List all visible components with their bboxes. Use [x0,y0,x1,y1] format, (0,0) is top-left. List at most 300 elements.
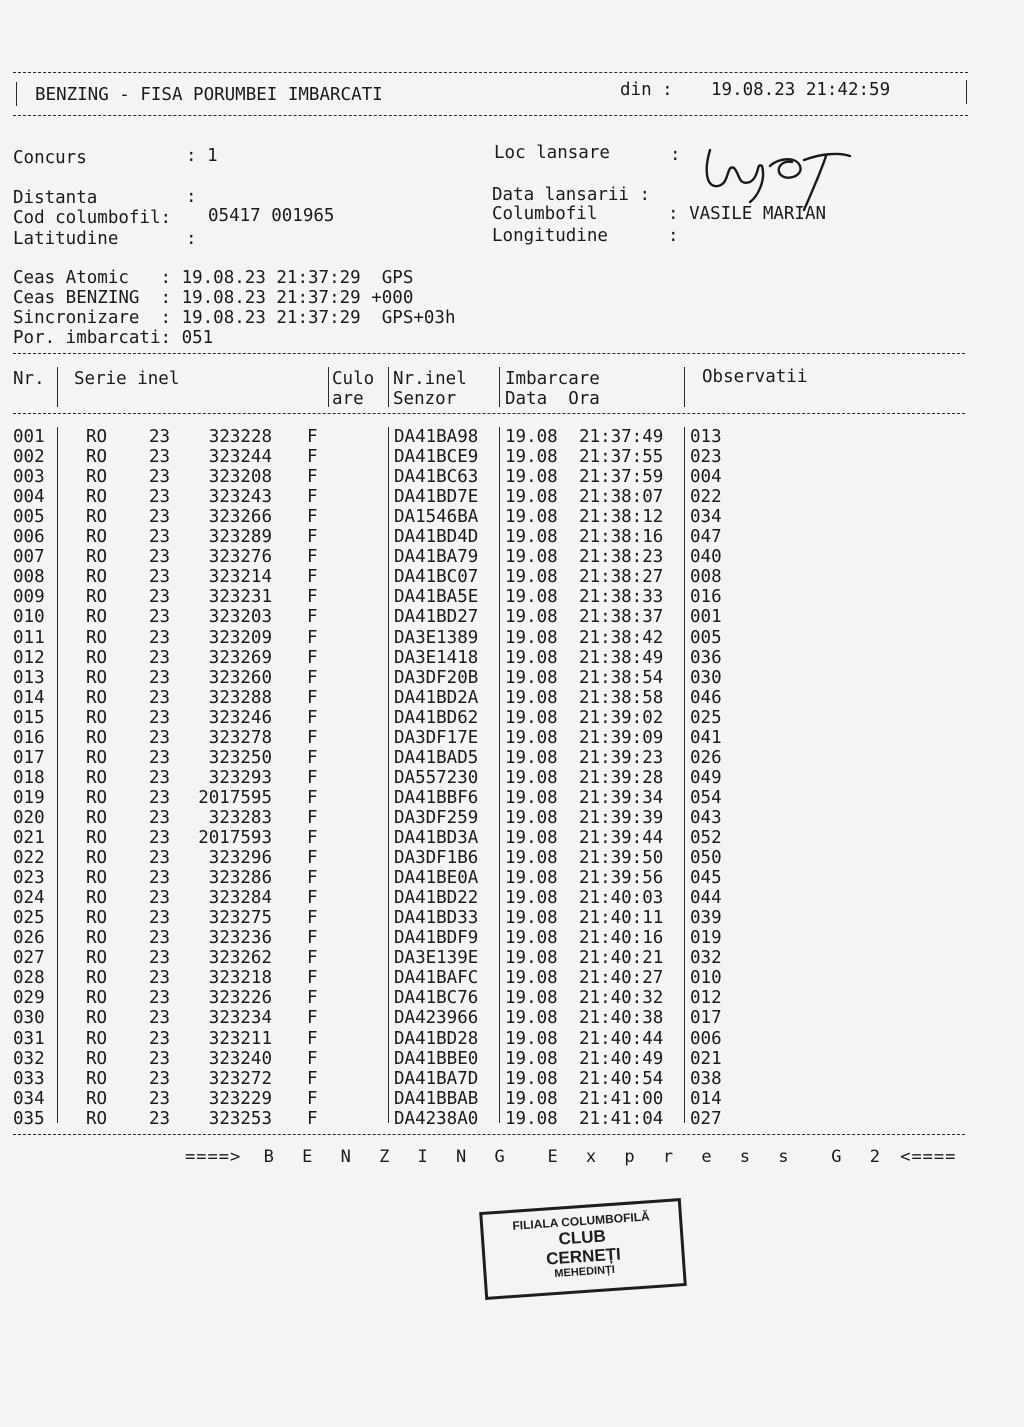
cell-obs: 043 [690,807,722,828]
cell-date: 19.08 [505,647,558,668]
table-row [0,1029,1024,1049]
cell-sex: F [307,787,318,808]
cell-sensor: DA557230 [394,767,479,788]
cell-time: 21:40:16 [579,928,664,949]
table-row [0,527,1024,547]
cell-country: RO [86,567,108,588]
cell-country: RO [86,627,108,648]
cell-sensor: DA41BBAB [394,1088,479,1109]
col-divider [57,367,58,407]
cell-sex: F [307,1008,318,1029]
table-row [0,928,1024,948]
table-row [0,547,1024,567]
cell-time: 21:39:23 [579,747,664,768]
cell-sensor: DA3DF17E [394,727,479,748]
cell-country: RO [86,928,108,949]
cell-sex: F [307,507,318,528]
cell-time: 21:40:49 [579,1048,664,1069]
col-imbarcare-header: Imbarcare [505,369,600,389]
cell-sensor: DA3E1389 [394,627,479,648]
cell-sensor: DA3DF259 [394,807,479,828]
cell-sex: F [307,707,318,728]
cell-sex: F [307,848,318,869]
cell-obs: 026 [690,747,722,768]
cell-year: 23 [149,968,171,989]
cell-year: 23 [149,467,171,488]
cell-sex: F [307,1048,318,1069]
table-row [0,1008,1024,1028]
stamp-line-2: CLUB [557,1226,607,1249]
cell-sensor: DA1546BA [394,507,479,528]
table-row [0,808,1024,828]
cell-country: RO [86,848,108,869]
cell-nr: 011 [13,627,45,648]
cell-obs: 030 [690,667,722,688]
table-row [0,748,1024,768]
cell-ring: 323269 [208,647,272,668]
cell-sex: F [307,527,318,548]
cell-nr: 017 [13,747,45,768]
col-senzor-header: Senzor [393,389,457,409]
cell-nr: 002 [13,447,45,468]
cell-sex: F [307,467,318,488]
cell-ring: 323260 [208,667,272,688]
cell-time: 21:37:59 [579,467,664,488]
cell-time: 21:37:55 [579,447,664,468]
cell-sex: F [307,487,318,508]
cell-sensor: DA41BD4D [394,527,479,548]
cell-sensor: DA41BD33 [394,908,479,929]
footer-benzing: B E N Z I N G [263,1147,514,1167]
cell-obs: 036 [690,647,722,668]
cell-obs: 039 [690,908,722,929]
cell-ring: 2017595 [198,787,272,808]
cell-date: 19.08 [505,1088,558,1109]
cell-nr: 013 [13,667,45,688]
din-label: din : [620,80,673,100]
cell-sensor: DA41BD28 [394,1028,479,1049]
cell-sensor: DA41BA7D [394,1068,479,1089]
divider-table-top [13,353,965,354]
cell-sensor: DA3E1418 [394,647,479,668]
cell-time: 21:38:58 [579,687,664,708]
cell-year: 23 [149,828,171,848]
cell-ring: 323284 [208,888,272,909]
table-row [0,467,1024,487]
cell-year: 23 [149,707,171,728]
cell-obs: 041 [690,727,722,748]
stamp-line-4: MEHEDINȚI [554,1263,616,1281]
cell-sensor: DA41BD3A [394,828,479,848]
cell-date: 19.08 [505,988,558,1009]
cell-country: RO [86,527,108,548]
cell-obs: 052 [690,828,722,848]
cell-date: 19.08 [505,1108,558,1129]
columbofil-value: : VASILE MARIAN [668,204,827,224]
cell-ring: 323218 [208,968,272,989]
cell-ring: 323208 [208,467,272,488]
cell-obs: 034 [690,507,722,528]
divider-header [13,115,968,116]
cell-time: 21:38:12 [579,507,664,528]
table-row [0,708,1024,728]
cell-nr: 022 [13,848,45,869]
cell-sex: F [307,1068,318,1089]
cell-country: RO [86,807,108,828]
cell-ring: 323236 [208,928,272,949]
cell-nr: 021 [13,828,45,848]
signature-mark [700,140,860,220]
cell-sensor: DA41BBF6 [394,787,479,808]
cell-time: 21:40:38 [579,1008,664,1029]
cell-sex: F [307,427,318,447]
cell-time: 21:39:44 [579,828,664,848]
cell-time: 21:38:42 [579,627,664,648]
club-stamp [479,1198,687,1300]
cell-year: 23 [149,747,171,768]
cell-obs: 049 [690,767,722,788]
col-data-ora-header: Data Ora [505,389,600,409]
cell-ring: 323244 [208,447,272,468]
cod-columbofil-value: 05417 001965 [208,206,335,226]
col-are-header: are [332,389,364,409]
cell-year: 23 [149,1028,171,1049]
cell-time: 21:38:07 [579,487,664,508]
cell-obs: 054 [690,787,722,808]
cell-time: 21:39:28 [579,767,664,788]
cell-time: 21:40:27 [579,968,664,989]
cell-year: 23 [149,447,171,468]
footer-brand [185,1147,956,1167]
header-left-bar [16,82,17,106]
cell-ring: 323231 [208,587,272,608]
table-row [0,1049,1024,1069]
cell-time: 21:39:34 [579,787,664,808]
cell-time: 21:39:50 [579,848,664,869]
cell-date: 19.08 [505,727,558,748]
cell-date: 19.08 [505,587,558,608]
cell-ring: 323228 [208,427,272,447]
table-row [0,447,1024,467]
cell-obs: 004 [690,467,722,488]
cell-time: 21:41:00 [579,1088,664,1109]
cell-obs: 010 [690,968,722,989]
table-row [0,968,1024,988]
cell-country: RO [86,547,108,568]
cell-ring: 323214 [208,567,272,588]
cell-time: 21:39:09 [579,727,664,748]
cell-nr: 032 [13,1048,45,1069]
cell-date: 19.08 [505,1068,558,1089]
cell-country: RO [86,1028,108,1049]
divider-table-header [13,413,965,414]
sincronizare: Sincronizare : 19.08.23 21:37:29 GPS+03h [13,308,456,328]
latitudine-label: Latitudine [13,229,119,249]
table-row [0,888,1024,908]
cell-time: 21:38:16 [579,527,664,548]
col-divider [499,367,500,407]
cell-sex: F [307,747,318,768]
cell-year: 23 [149,787,171,808]
data-lansarii-label: Data lansarii : [492,185,651,205]
cell-nr: 019 [13,787,45,808]
cell-year: 23 [149,1048,171,1069]
cell-time: 21:38:54 [579,667,664,688]
cell-country: RO [86,1108,108,1129]
footer-arrow-right: <==== [900,1147,957,1167]
cell-country: RO [86,587,108,608]
cell-nr: 026 [13,928,45,949]
cell-time: 21:37:49 [579,427,664,447]
longitudine-label: Longitudine [492,226,608,246]
cell-date: 19.08 [505,908,558,929]
cell-nr: 009 [13,587,45,608]
cell-obs: 047 [690,527,722,548]
cell-country: RO [86,647,108,668]
cell-date: 19.08 [505,928,558,949]
cell-ring: 323289 [208,527,272,548]
cell-sex: F [307,687,318,708]
cell-country: RO [86,948,108,969]
cell-obs: 040 [690,547,722,568]
cell-nr: 015 [13,707,45,728]
cell-obs: 001 [690,607,722,628]
cell-date: 19.08 [505,948,558,969]
cell-date: 19.08 [505,807,558,828]
cell-sex: F [307,1028,318,1049]
cell-sensor: DA41BD62 [394,707,479,728]
cell-sensor: DA41BD22 [394,888,479,909]
cell-country: RO [86,747,108,768]
cell-year: 23 [149,1108,171,1129]
cell-date: 19.08 [505,507,558,528]
cell-ring: 323293 [208,767,272,788]
cell-ring: 323243 [208,487,272,508]
cell-date: 19.08 [505,447,558,468]
cell-nr: 005 [13,507,45,528]
cell-ring: 323253 [208,1108,272,1129]
cell-nr: 010 [13,607,45,628]
cell-obs: 013 [690,427,722,447]
cell-ring: 323288 [208,687,272,708]
cell-nr: 006 [13,527,45,548]
cell-year: 23 [149,1068,171,1089]
cell-ring: 323229 [208,1088,272,1109]
cell-time: 21:40:32 [579,988,664,1009]
cell-ring: 323276 [208,547,272,568]
cell-country: RO [86,828,108,848]
cell-year: 23 [149,767,171,788]
cell-sensor: DA41BD27 [394,607,479,628]
cell-nr: 003 [13,467,45,488]
table-row [0,567,1024,587]
table-row [0,607,1024,627]
cell-ring: 323275 [208,908,272,929]
cell-sensor: DA41BA79 [394,547,479,568]
cell-sensor: DA41BBE0 [394,1048,479,1069]
cell-nr: 027 [13,948,45,969]
table-row [0,587,1024,607]
cell-sex: F [307,667,318,688]
cell-nr: 020 [13,807,45,828]
cell-nr: 029 [13,988,45,1009]
cell-date: 19.08 [505,868,558,889]
cell-time: 21:38:49 [579,647,664,668]
cell-country: RO [86,667,108,688]
cell-country: RO [86,427,108,447]
cell-obs: 019 [690,928,722,949]
table-row [0,868,1024,888]
cell-obs: 012 [690,988,722,1009]
cell-year: 23 [149,567,171,588]
table-row [0,908,1024,928]
cell-sensor: DA41BAFC [394,968,479,989]
col-divider [328,367,329,407]
cell-obs: 025 [690,707,722,728]
table-row [0,788,1024,808]
cell-date: 19.08 [505,968,558,989]
col-observatii-header: Observatii [702,367,808,387]
cell-ring: 323278 [208,727,272,748]
table-row [0,668,1024,688]
cell-sensor: DA41BC07 [394,567,479,588]
cell-sex: F [307,988,318,1009]
cell-country: RO [86,727,108,748]
cell-sensor: DA41BCE9 [394,447,479,468]
cell-sensor: DA41BD7E [394,487,479,508]
divider-table-bottom [13,1134,965,1135]
cell-ring: 323286 [208,868,272,889]
cell-date: 19.08 [505,1048,558,1069]
cell-country: RO [86,908,108,929]
cell-nr: 028 [13,968,45,989]
cell-year: 23 [149,1008,171,1029]
cell-year: 23 [149,908,171,929]
cell-year: 23 [149,948,171,969]
cell-nr: 025 [13,908,45,929]
cell-country: RO [86,1088,108,1109]
cell-year: 23 [149,427,171,447]
cell-obs: 008 [690,567,722,588]
cell-sex: F [307,727,318,748]
longitudine-value: : [668,226,679,246]
cell-ring: 323203 [208,607,272,628]
cell-nr: 004 [13,487,45,508]
cell-obs: 038 [690,1068,722,1089]
cell-year: 23 [149,627,171,648]
cell-sensor: DA41BC63 [394,467,479,488]
cell-country: RO [86,968,108,989]
cell-ring: 323240 [208,1048,272,1069]
cell-obs: 021 [690,1048,722,1069]
cell-date: 19.08 [505,487,558,508]
cell-obs: 044 [690,888,722,909]
col-divider [684,367,685,407]
cell-ring: 323272 [208,1068,272,1089]
cell-sex: F [307,567,318,588]
col-divider [388,367,389,407]
cell-sensor: DA41BDF9 [394,928,479,949]
col-nrinel-header: Nr.inel [393,369,467,389]
cell-sex: F [307,868,318,889]
cell-date: 19.08 [505,888,558,909]
cell-year: 23 [149,988,171,1009]
cell-date: 19.08 [505,627,558,648]
cell-year: 23 [149,487,171,508]
cell-year: 23 [149,547,171,568]
cell-ring: 2017593 [198,828,272,848]
stamp-line-1: FILIALA COLUMBOFILĂ [511,1209,651,1233]
table-row [0,487,1024,507]
cell-sensor: DA41BAD5 [394,747,479,768]
footer-express: E x p r e s s [547,1147,798,1167]
cell-sensor: DA41BD2A [394,687,479,708]
cell-ring: 323211 [208,1028,272,1049]
cell-date: 19.08 [505,828,558,848]
porumbei-imbarcati: Por. imbarcati: 051 [13,328,214,348]
cell-ring: 323246 [208,707,272,728]
cell-date: 19.08 [505,667,558,688]
cell-sensor: DA41BC76 [394,988,479,1009]
cell-date: 19.08 [505,427,558,447]
cell-nr: 035 [13,1108,45,1129]
cell-date: 19.08 [505,687,558,708]
cell-ring: 323226 [208,988,272,1009]
col-culo-header: Culo [332,369,375,389]
cell-nr: 016 [13,727,45,748]
cell-year: 23 [149,507,171,528]
table-row [0,507,1024,527]
cell-sensor: DA41BE0A [394,868,479,889]
table-row [0,988,1024,1008]
cell-time: 21:38:27 [579,567,664,588]
cell-sex: F [307,948,318,969]
cell-date: 19.08 [505,1008,558,1029]
cell-obs: 023 [690,447,722,468]
cell-time: 21:38:37 [579,607,664,628]
cell-year: 23 [149,868,171,889]
cell-nr: 014 [13,687,45,708]
table-row [0,1069,1024,1089]
cell-ring: 323209 [208,627,272,648]
cell-country: RO [86,767,108,788]
cell-sensor: DA4238A0 [394,1108,479,1129]
concurs-label: Concurs [13,148,87,168]
cell-nr: 024 [13,888,45,909]
document-title: BENZING - FISA PORUMBEI IMBARCATI [35,85,383,105]
cell-year: 23 [149,1088,171,1109]
cell-country: RO [86,487,108,508]
cell-sex: F [307,547,318,568]
cell-sex: F [307,447,318,468]
cell-nr: 031 [13,1028,45,1049]
table-row [0,728,1024,748]
cell-date: 19.08 [505,547,558,568]
col-serie-header: Serie inel [74,369,180,389]
table-row [0,948,1024,968]
cell-year: 23 [149,848,171,869]
cell-ring: 323283 [208,807,272,828]
cell-year: 23 [149,727,171,748]
cell-country: RO [86,1008,108,1029]
cell-ring: 323250 [208,747,272,768]
cell-obs: 046 [690,687,722,708]
cell-sex: F [307,828,318,848]
cell-obs: 006 [690,1028,722,1049]
cell-time: 21:40:03 [579,888,664,909]
cell-year: 23 [149,647,171,668]
cell-sensor: DA41BA98 [394,427,479,447]
